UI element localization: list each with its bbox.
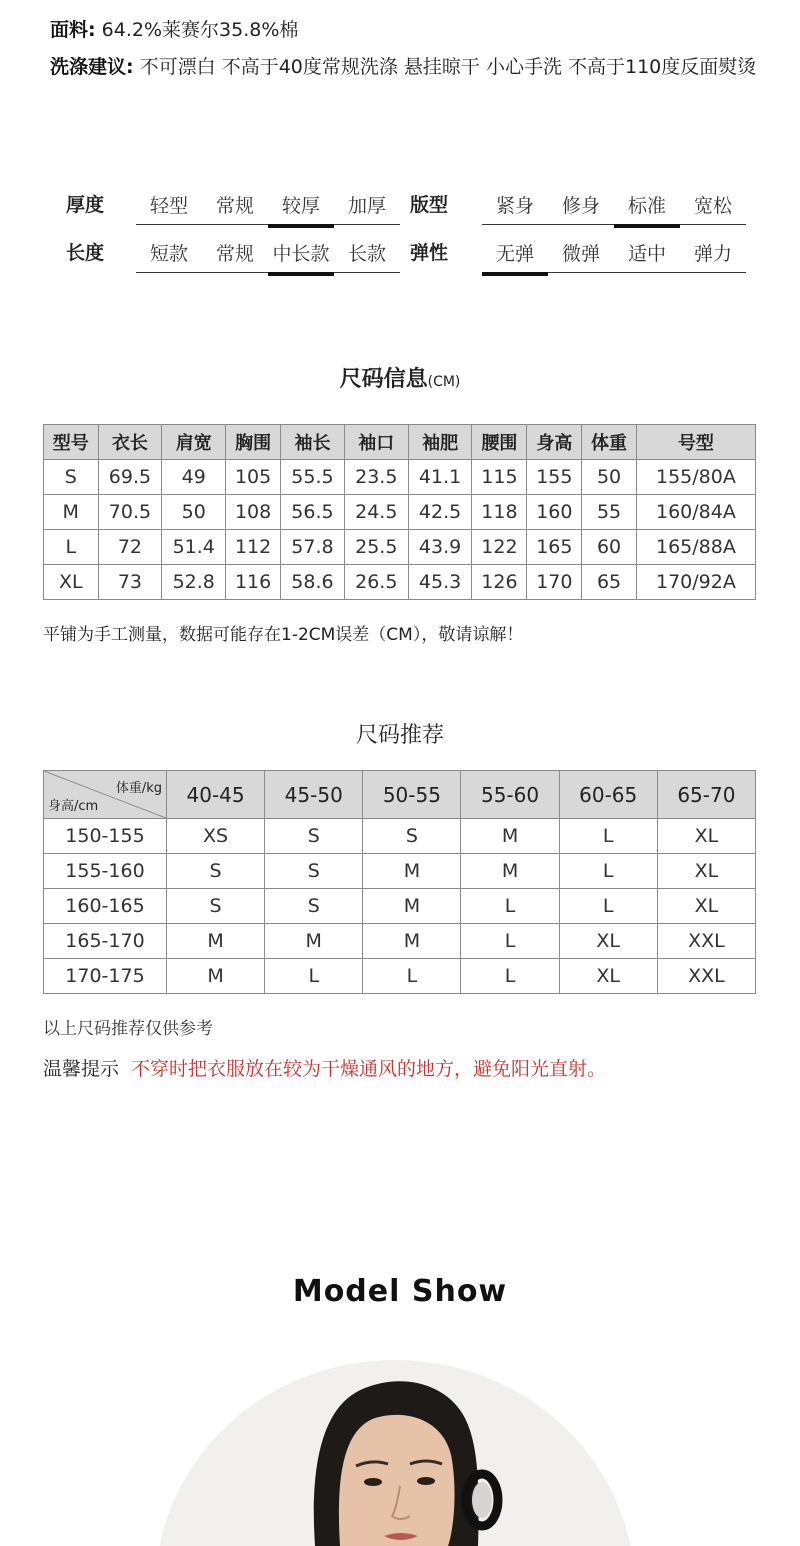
- size-cell: 170: [527, 565, 582, 600]
- size-cell: 25.5: [344, 530, 408, 565]
- recommend-row: [44, 924, 756, 959]
- size-row: [44, 565, 756, 600]
- wash-label: 洗涤建议:: [50, 56, 134, 78]
- tip-text: 不穿时把衣服放在较为干燥通风的地方，避免阳光直射。: [131, 1058, 607, 1080]
- length-label: 长度: [66, 242, 105, 264]
- elasticity-option: 适中: [627, 243, 666, 265]
- size-cell: 23.5: [344, 460, 408, 495]
- recommend-size-cell: XL: [657, 889, 755, 924]
- fit-option: 紧身: [495, 195, 534, 217]
- size-table-header: [44, 425, 756, 460]
- measure-note: 平铺为手工测量，数据可能存在1-2CM误差（CM），敬请谅解！: [43, 625, 524, 645]
- recommend-size-cell: M: [265, 924, 363, 959]
- recommend-size-cell: L: [461, 959, 559, 994]
- recommend-size-cell: XL: [657, 819, 755, 854]
- size-cell: 56.5: [281, 495, 345, 530]
- recommend-size-cell: M: [363, 924, 461, 959]
- thickness-option: 较厚: [268, 191, 334, 224]
- size-cell: 108: [226, 495, 281, 530]
- size-cell: 122: [472, 530, 527, 565]
- size-cell: M: [44, 495, 99, 530]
- size-header-cell: 肩宽: [162, 425, 226, 460]
- fit-option: 标准: [614, 191, 680, 224]
- recommend-size-cell: XXL: [657, 924, 755, 959]
- recommend-size-cell: M: [167, 924, 265, 959]
- model-photo: [160, 1360, 630, 1546]
- recommend-size-cell: L: [265, 959, 363, 994]
- length-option: 短款: [149, 243, 188, 265]
- recommend-size-cell: S: [265, 889, 363, 924]
- size-cell: 45.3: [408, 565, 472, 600]
- size-cell: 155/80A: [636, 460, 755, 495]
- size-row: [44, 530, 756, 565]
- size-cell: 112: [226, 530, 281, 565]
- recommend-table: [43, 770, 756, 994]
- elasticity-label: 弹性: [410, 242, 449, 264]
- fabric-label: 面料:: [50, 19, 96, 41]
- size-header-cell: 型号: [44, 425, 99, 460]
- thickness-option: 加厚: [347, 195, 386, 217]
- recommend-row: [44, 819, 756, 854]
- size-header-cell: 袖长: [281, 425, 345, 460]
- thickness-option: 轻型: [149, 195, 188, 217]
- recommend-row: [44, 854, 756, 889]
- wash-value: 不可漂白 不高于40度常规洗涤 悬挂晾干 小心手洗 不高于110度反面熨烫: [139, 56, 757, 78]
- size-cell: 73: [98, 565, 162, 600]
- tip-row: [43, 1054, 606, 1081]
- size-header-cell: 袖肥: [408, 425, 472, 460]
- recommend-size-cell: S: [265, 854, 363, 889]
- recommend-size-cell: M: [363, 889, 461, 924]
- size-header-cell: 体重: [582, 425, 637, 460]
- size-cell: 57.8: [281, 530, 345, 565]
- fit-option: 修身: [561, 195, 600, 217]
- size-cell: 165: [527, 530, 582, 565]
- size-cell: 50: [162, 495, 226, 530]
- size-cell: 49: [162, 460, 226, 495]
- recommend-size-cell: L: [363, 959, 461, 994]
- size-cell: XL: [44, 565, 99, 600]
- size-cell: L: [44, 530, 99, 565]
- size-cell: 170/92A: [636, 565, 755, 600]
- recommend-size-cell: S: [265, 819, 363, 854]
- recommend-size-cell: M: [363, 854, 461, 889]
- recommend-size-cell: L: [461, 924, 559, 959]
- size-cell: 70.5: [98, 495, 162, 530]
- elasticity-options: [482, 239, 746, 273]
- size-row: [44, 495, 756, 530]
- recommend-size-cell: XL: [657, 854, 755, 889]
- size-info-unit: (CM): [427, 374, 461, 390]
- size-cell: 160: [527, 495, 582, 530]
- size-cell: 55: [582, 495, 637, 530]
- size-cell: 165/88A: [636, 530, 755, 565]
- fit-options: [482, 191, 746, 225]
- recommend-size-cell: M: [167, 959, 265, 994]
- size-cell: 60: [582, 530, 637, 565]
- size-cell: 41.1: [408, 460, 472, 495]
- length-options: [136, 239, 400, 273]
- size-header-cell: 腰围: [472, 425, 527, 460]
- thickness-options: [136, 191, 400, 225]
- wash-line: [50, 51, 780, 83]
- size-cell: 51.4: [162, 530, 226, 565]
- recommend-size-cell: M: [461, 819, 559, 854]
- size-cell: 155: [527, 460, 582, 495]
- size-header-cell: 身高: [527, 425, 582, 460]
- size-cell: 42.5: [408, 495, 472, 530]
- size-table: [43, 424, 756, 600]
- height-cell: 150-155: [44, 819, 167, 854]
- recommend-size-cell: XS: [167, 819, 265, 854]
- recommend-row: [44, 889, 756, 924]
- size-cell: 160/84A: [636, 495, 755, 530]
- size-header-cell: 胸围: [226, 425, 281, 460]
- recommend-size-cell: S: [167, 854, 265, 889]
- length-option: 常规: [215, 243, 254, 265]
- fit-option: 宽松: [693, 195, 732, 217]
- recommend-row: [44, 959, 756, 994]
- recommend-size-cell: L: [559, 889, 657, 924]
- size-cell: 126: [472, 565, 527, 600]
- recommend-size-cell: XL: [559, 924, 657, 959]
- model-show-title: Model Show: [292, 1274, 508, 1309]
- recommend-note: 以上尺码推荐仅供参考: [43, 1019, 213, 1039]
- corner-weight-label: 体重/kg: [115, 781, 162, 796]
- size-cell: 116: [226, 565, 281, 600]
- recommend-size-cell: L: [559, 819, 657, 854]
- fabric-value: 64.2%莱赛尔35.8%棉: [101, 19, 299, 41]
- size-row: [44, 460, 756, 495]
- size-cell: 65: [582, 565, 637, 600]
- size-header-cell: 袖口: [344, 425, 408, 460]
- size-cell: 43.9: [408, 530, 472, 565]
- weight-header-cell: 65-70: [657, 771, 755, 819]
- fit-label: 版型: [410, 194, 449, 216]
- size-cell: 72: [98, 530, 162, 565]
- recommend-size-cell: XXL: [657, 959, 755, 994]
- elasticity-option: 无弹: [482, 239, 548, 272]
- size-cell: 52.8: [162, 565, 226, 600]
- weight-header-cell: 60-65: [559, 771, 657, 819]
- size-cell: 105: [226, 460, 281, 495]
- recommend-size-cell: L: [559, 854, 657, 889]
- tip-label: 温馨提示: [43, 1058, 120, 1080]
- corner-height-label: 身高/cm: [48, 799, 99, 814]
- height-cell: 155-160: [44, 854, 167, 889]
- size-header-cell: 衣长: [98, 425, 162, 460]
- weight-header-cell: 40-45: [167, 771, 265, 819]
- thickness-option: 常规: [215, 195, 254, 217]
- size-header-cell: 号型: [636, 425, 755, 460]
- weight-header-cell: 45-50: [265, 771, 363, 819]
- weight-header-cell: 50-55: [363, 771, 461, 819]
- size-cell: 50: [582, 460, 637, 495]
- recommend-size-cell: L: [461, 889, 559, 924]
- recommend-table-header: [44, 771, 756, 819]
- recommend-size-cell: S: [363, 819, 461, 854]
- corner-cell: [44, 771, 167, 819]
- size-cell: 55.5: [281, 460, 345, 495]
- elasticity-option: 微弹: [561, 243, 600, 265]
- height-cell: 170-175: [44, 959, 167, 994]
- recommend-size-cell: XL: [559, 959, 657, 994]
- thickness-label: 厚度: [66, 194, 105, 216]
- length-option: 中长款: [268, 239, 334, 272]
- length-option: 长款: [347, 243, 386, 265]
- fabric-line: [50, 14, 298, 46]
- size-cell: 58.6: [281, 565, 345, 600]
- recommend-size-cell: S: [167, 889, 265, 924]
- recommend-size-cell: M: [461, 854, 559, 889]
- size-recommend-title: 尺码推荐: [355, 723, 444, 748]
- size-cell: 115: [472, 460, 527, 495]
- height-cell: 165-170: [44, 924, 167, 959]
- size-info-title-text: 尺码信息: [339, 367, 428, 392]
- size-info-title: [0, 362, 800, 393]
- elasticity-option: 弹力: [693, 243, 732, 265]
- size-cell: 24.5: [344, 495, 408, 530]
- height-cell: 160-165: [44, 889, 167, 924]
- size-cell: 69.5: [98, 460, 162, 495]
- size-cell: 26.5: [344, 565, 408, 600]
- size-cell: 118: [472, 495, 527, 530]
- weight-header-cell: 55-60: [461, 771, 559, 819]
- size-cell: S: [44, 460, 99, 495]
